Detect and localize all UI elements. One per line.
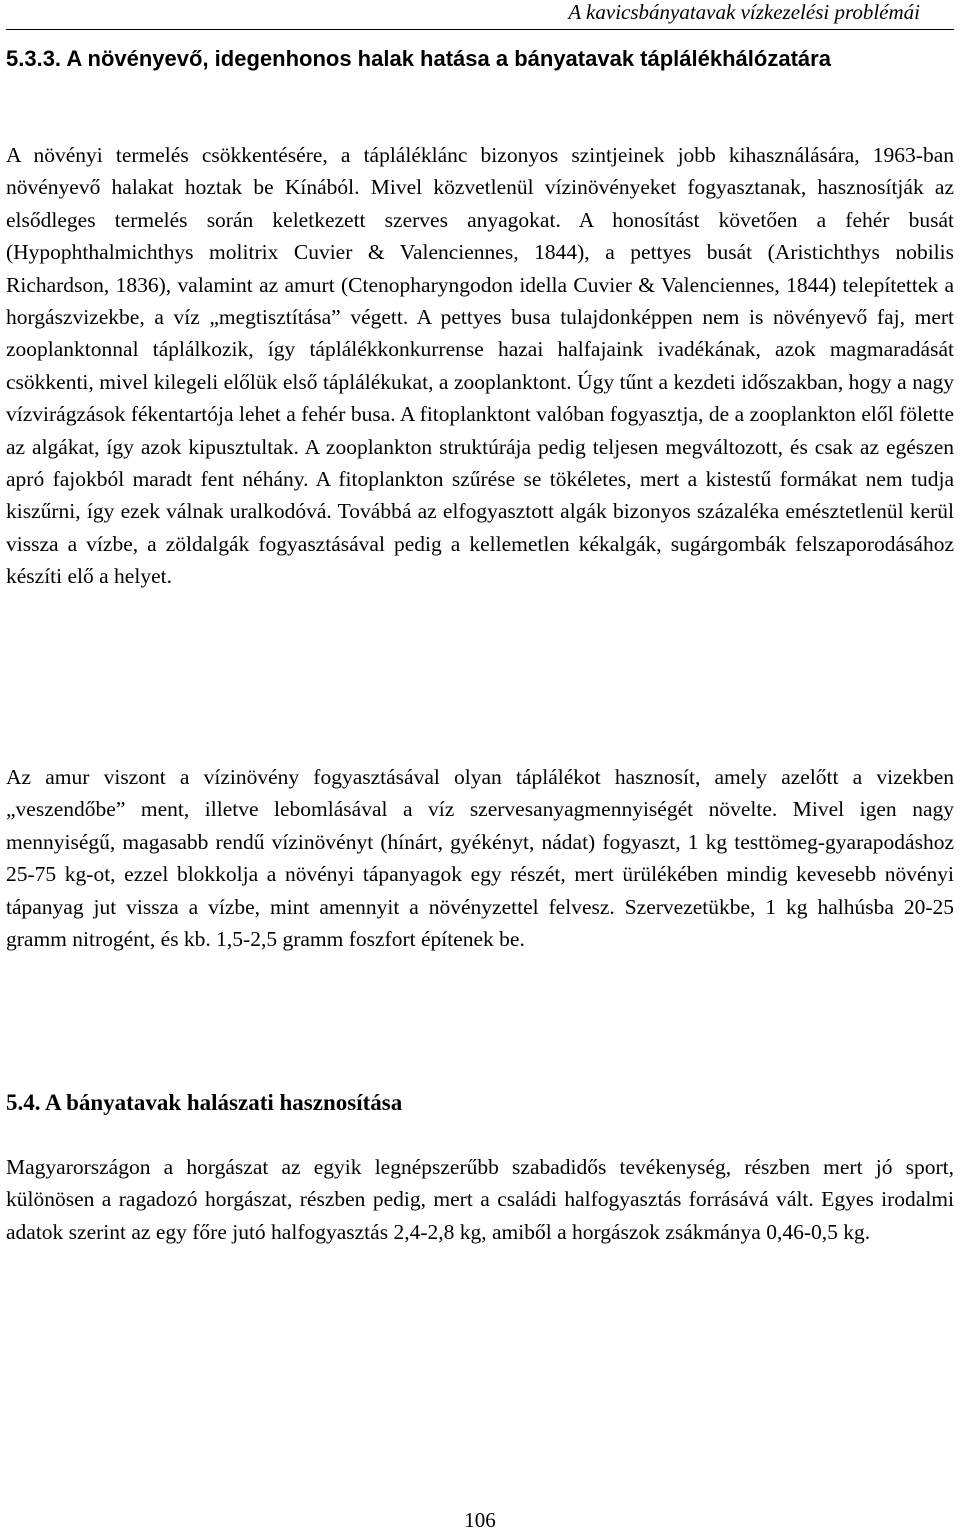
running-header-title: A kavicsbányatavak vízkezelési problémái — [568, 0, 920, 24]
body-paragraph-3: Magyarországon a horgászat az egyik legnépszerűbb szabadidős tevékenység, részben mert jó sport, különösen a ragadozó horgászat, részben pedig, mert a családi halfogyasztás forrásává vált. Egyes irodalmi adatok szerint az egy főre jutó halfogyasztás 2,4-2,8 kg, amiből a horgászok zsákmánya 0,46-0,5 kg. — [6, 1155, 954, 1244]
section-heading-5-4: 5.4. A bányatavak halászati hasznosítása — [6, 1090, 403, 1115]
body-paragraph-2: Az amur viszont a vízinövény fogyasztásával olyan táplálékot hasznosít, amely azelőtt a vizekben „veszendőbe” ment, illetve lebomlásával a víz szervesanyagmennyiségét növelte. Mivel igen nagy mennyiségű, magasabb rendű vízinövényt (hínárt, gyékényt, nádat) fogyaszt, 1 kg testtömeg-gyarapodáshoz 25-75 kg-ot, ezzel blokkolja a növényi tápanyagok egy részét, mert ürülékében mindig kevesebb növényi tápanyag jut vissza a vízbe, mint amennyit a növényzettel felvesz. Szervezetükbe, 1 kg halhúsba 20-25 gramm nitrogént, és kb. 1,5-2,5 gramm foszfort építenek be. — [6, 765, 954, 952]
body-paragraph-1: A növényi termelés csökkentésére, a tápláléklánc bizonyos szintjeinek jobb kihasználására, 1963-ban növényevő halakat hoztak be Kínából. Mivel közvetlenül vízinövényeket fogyasztanak, hasznosítják az elsődleges termelés során keletkezett szerves anyagokat. A honosítást követően a fehér busát (Hypophthalmichthys molitrix Cuvier & Valenciennes, 1844), a pettyes busát (Aristichthys nobilis Richardson, 1836), valamint az amurt (Ctenopharyngodon idella Cuvier & Valenciennes, 1844) telepítettek a horgászvizekbe, a víz „megtisztítása” végett. A pettyes busa tulajdonképpen nem is növényevő faj, mert zooplanktonnal táplálkozik, így táplálékkonkurrense hazai halfajaink ivadékának, azok magmaradását csökkenti, mivel kilegeli előlük első táplálékukat, a zooplanktont. Úgy tűnt a kezdeti időszakban, hogy a nagy vízvirágzások fékentartója lehet a fehér busa. A fitoplanktont valóban fogyasztja, de a zooplankton elől fölette az algákat, így azok kipusztultak. A zooplankton struktúrája pedig teljesen megváltozott, és csak az egészen apró fajokból maradt fent néhány. A fitoplankton szűrése se tökéletes, mert a kistestű formákat nem tudja kiszűrni, így ezek válnak uralkodóvá. Továbbá az elfogyasztott algák bizonyos százaléka emésztetlenül kerül vissza a vízbe, a zöldalgák fogyasztásával pedig a kellemetlen kékalgák, sugárgombák felszaporodásához készíti elő a helyet. — [6, 143, 954, 589]
section-heading-5-3-3: 5.3.3. A növényevő, idegenhonos halak hatása a bányatavak táplálékhálózatára — [6, 46, 831, 71]
page-number: 106 — [464, 1508, 496, 1532]
header-divider — [6, 29, 954, 30]
